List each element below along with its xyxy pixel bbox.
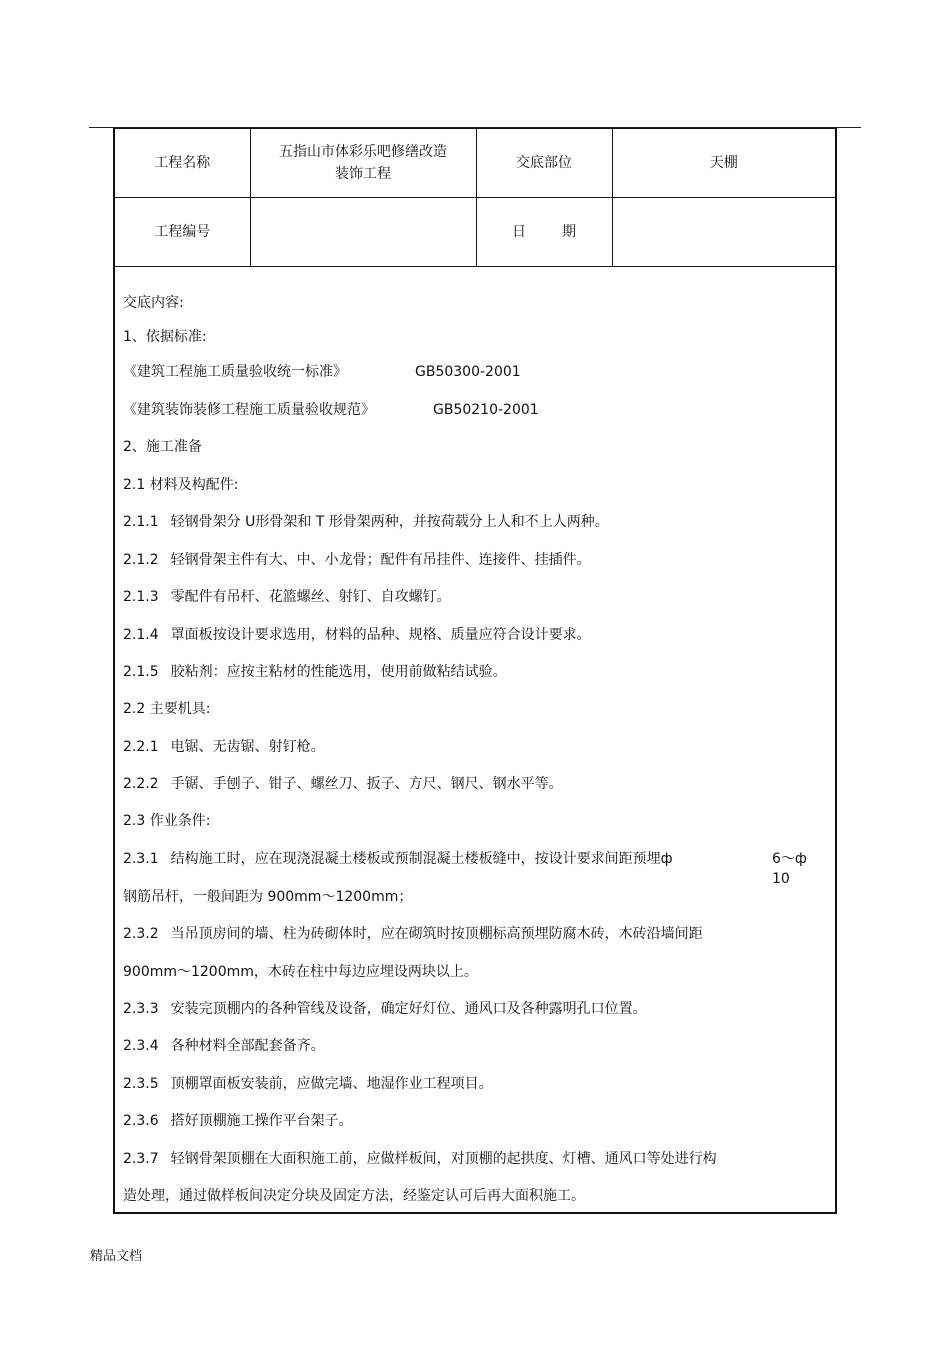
disclosure-part-value: 天棚 (612, 129, 835, 198)
item-2-1-3 (123, 587, 451, 607)
standard-2-code: GB50210-2001 (433, 402, 539, 418)
item-number: 2.1.4 (123, 627, 159, 643)
section-2-2-heading: 2.2 主要机具: (123, 701, 211, 717)
section-2-3-heading: 2.3 作业条件: (123, 813, 211, 829)
item-text: 当吊顶房间的墙、柱为砖砌体时，应在砌筑时按顶棚标高预埋防腐木砖，木砖沿墙间距 (170, 926, 703, 942)
item-2-3-2-continued: 900mm～1200mm，木砖在柱中每边应埋设两块以上。 (123, 964, 478, 980)
item-2-3-1-tail: 6～ф 10 (772, 851, 807, 887)
item-2-3-5 (123, 1074, 493, 1094)
item-text: 安装完顶棚内的各种管线及设备，确定好灯位、通风口及各种露明孔口位置。 (170, 1001, 647, 1017)
item-number: 2.1.5 (123, 664, 159, 680)
section-2-1-heading: 2.1 材料及构配件: (123, 477, 239, 493)
project-name-value (250, 129, 476, 198)
item-text: 搭好顶棚施工操作平台架子。 (170, 1113, 353, 1129)
item-2-3-7 (123, 1149, 717, 1169)
date-label-char-2: 期 (562, 224, 576, 240)
project-name-line-1: 五指山市体彩乐吧修缮改造 (279, 144, 447, 160)
disclosure-part-label: 交底部位 (476, 129, 612, 198)
standard-1-code: GB50300-2001 (415, 364, 521, 380)
project-name-line-2: 装饰工程 (335, 166, 391, 182)
item-2-3-1-continued: 钢筋吊杆，一般间距为 900mm～1200mm； (123, 889, 413, 905)
standard-2-name: 《建筑装饰装修工程施工质量验收规范》 (123, 402, 375, 418)
item-2-1-4 (123, 625, 591, 645)
date-label (476, 198, 612, 267)
item-2-3-6 (123, 1111, 353, 1131)
project-no-label: 工程编号 (115, 198, 250, 267)
item-text: 电锯、无齿锯、射钉枪。 (170, 739, 325, 755)
item-2-1-1 (123, 512, 609, 532)
item-2-3-7-continued: 造处理，通过做样板间决定分块及固定方法，经鉴定认可后再大面积施工。 (123, 1188, 585, 1204)
item-text: 罩面板按设计要求选用，材料的品种、规格、质量应符合设计要求。 (170, 627, 591, 643)
item-text: 顶棚罩面板安装前，应做完墙、地湿作业工程项目。 (170, 1076, 493, 1092)
item-text: 结构施工时，应在现浇混凝土楼板或预制混凝土楼板缝中，按设计要求间距预埋ф (170, 851, 673, 867)
date-value (612, 198, 835, 267)
item-number: 2.3.4 (123, 1038, 159, 1054)
section-1-heading: 1、依据标准: (123, 329, 207, 345)
footer-text: 精品文档 (90, 1249, 143, 1264)
item-number: 2.3.7 (123, 1151, 159, 1167)
item-number: 2.3.5 (123, 1076, 159, 1092)
item-number: 2.1.3 (123, 589, 159, 605)
header-table (115, 129, 835, 267)
item-text: 轻钢骨架顶棚在大面积施工前，应做样板间，对顶棚的起拱度、灯槽、通风口等处进行构 (170, 1151, 717, 1167)
project-name-label: 工程名称 (115, 129, 250, 198)
header-row-2 (115, 198, 835, 267)
standard-1-name: 《建筑工程施工质量验收统一标准》 (123, 364, 347, 380)
item-text: 胶粘剂：应按主粘材的性能选用，使用前做粘结试验。 (170, 664, 507, 680)
item-number: 2.1.1 (123, 514, 159, 530)
project-no-value (250, 198, 476, 267)
item-number: 2.3.2 (123, 926, 159, 942)
item-2-1-2 (123, 550, 591, 570)
item-number: 2.2.1 (123, 739, 159, 755)
item-2-3-3 (123, 999, 647, 1019)
item-number: 2.3.3 (123, 1001, 159, 1017)
item-2-1-5 (123, 662, 507, 682)
item-number: 2.3.1 (123, 851, 159, 867)
item-text: 手锯、手刨子、钳子、螺丝刀、扳子、方尺、钢尺、钢水平等。 (170, 776, 563, 792)
item-text: 零配件有吊杆、花篮螺丝、射钉、自攻螺钉。 (170, 589, 451, 605)
header-row-1 (115, 129, 835, 198)
date-label-char-1: 日 (512, 224, 526, 240)
item-text: 轻钢骨架主件有大、中、小龙骨；配件有吊挂件、连接件、挂插件。 (170, 552, 591, 568)
section-2-heading: 2、施工准备 (123, 439, 202, 455)
item-2-3-1 (123, 849, 673, 869)
item-number: 2.2.2 (123, 776, 159, 792)
item-number: 2.3.6 (123, 1113, 159, 1129)
document-frame (113, 128, 837, 1214)
item-text: 轻钢骨架分 U形骨架和 T 形骨架两种，并按荷载分上人和不上人两种。 (170, 514, 609, 530)
item-text: 各种材料全部配套备齐。 (170, 1038, 325, 1054)
item-2-2-2 (123, 774, 563, 794)
item-2-2-1 (123, 737, 325, 757)
item-number: 2.1.2 (123, 552, 159, 568)
content-heading: 交底内容: (123, 295, 184, 311)
item-2-3-2 (123, 924, 703, 944)
item-2-3-4 (123, 1036, 325, 1056)
